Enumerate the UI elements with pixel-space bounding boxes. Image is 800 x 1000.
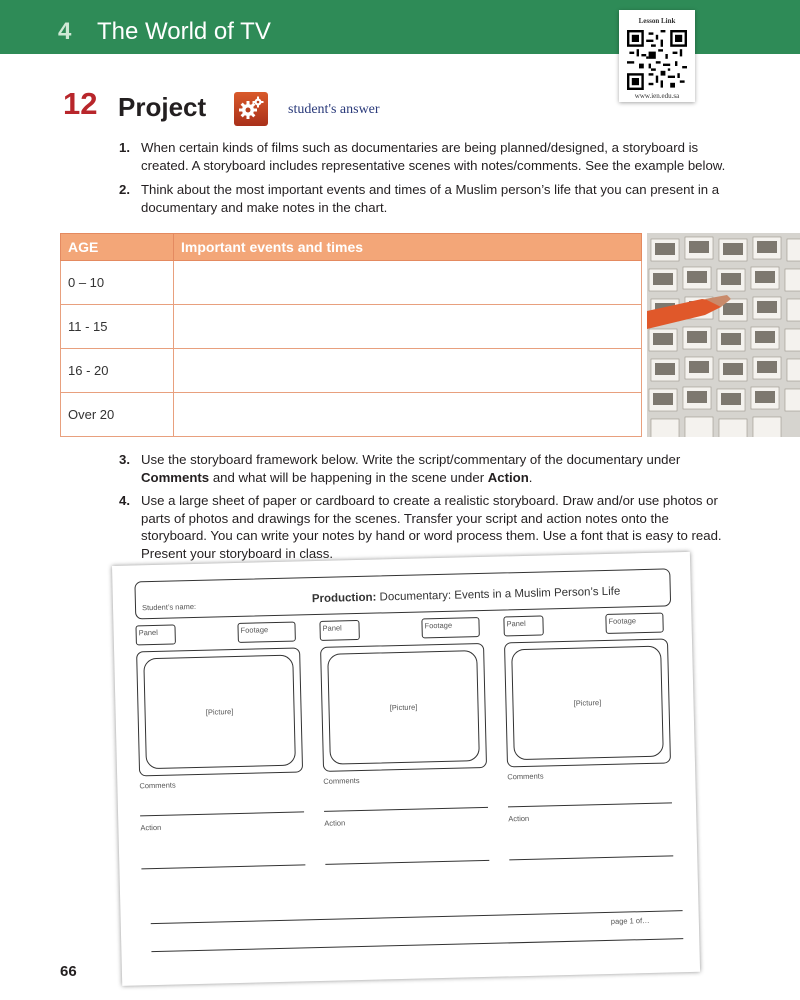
picture-frame bbox=[504, 638, 671, 767]
lesson-link-url[interactable]: www.ien.edu.sa bbox=[634, 92, 680, 100]
notes-line bbox=[151, 938, 683, 952]
student-answer-note: student's answer bbox=[288, 102, 380, 117]
picture-frame bbox=[320, 643, 487, 772]
picture-frame bbox=[136, 647, 303, 776]
age-events-table bbox=[60, 233, 642, 437]
instruction-1 bbox=[119, 139, 731, 174]
lesson-link-title: Lesson Link bbox=[638, 17, 676, 25]
notes-line bbox=[151, 910, 683, 924]
unit-number: 4 bbox=[58, 18, 72, 45]
age-cell: 0 – 10 bbox=[61, 261, 174, 305]
picture-placeholder: [Picture] bbox=[389, 702, 418, 713]
instruction-3 bbox=[119, 451, 731, 486]
action-line bbox=[509, 855, 673, 860]
instruction-4 bbox=[119, 492, 731, 562]
age-cell: 16 - 20 bbox=[61, 349, 174, 393]
comments-line bbox=[140, 811, 304, 816]
comments-line bbox=[324, 807, 488, 812]
student-name-label: Student’s name: bbox=[141, 601, 197, 613]
qr-code-icon[interactable] bbox=[627, 30, 687, 90]
storyboard-panel-1 bbox=[135, 621, 300, 833]
storyboard-wall-photo bbox=[647, 233, 800, 437]
action-line bbox=[325, 860, 489, 865]
events-cell[interactable] bbox=[174, 349, 642, 393]
age-column-header: AGE bbox=[61, 234, 174, 261]
table-row bbox=[61, 305, 642, 349]
panel-box: Panel bbox=[135, 624, 175, 645]
panel-box: Panel bbox=[319, 620, 359, 641]
table-row bbox=[61, 261, 642, 305]
project-title: Project bbox=[118, 92, 207, 122]
events-column-header: Important events and times bbox=[174, 234, 642, 261]
action-line bbox=[141, 864, 305, 869]
table-row bbox=[61, 349, 642, 393]
gears-icon bbox=[234, 92, 268, 126]
comments-label: Comments bbox=[507, 771, 544, 782]
events-cell[interactable] bbox=[174, 261, 642, 305]
instruction-number: 1. bbox=[119, 140, 130, 155]
storyboard-panel-3 bbox=[503, 612, 668, 824]
events-cell[interactable] bbox=[174, 305, 642, 349]
panel-box: Panel bbox=[503, 615, 543, 636]
footage-box: Footage bbox=[421, 617, 479, 638]
production-title: Production: Documentary: Events in a Muslim Person’s Life bbox=[311, 585, 621, 606]
instruction-number: 2. bbox=[119, 182, 130, 197]
instruction-text: Think about the most important events and times of a Muslim person’s life that you can present in a documentary and make notes in the chart. bbox=[141, 182, 720, 215]
events-cell[interactable] bbox=[174, 393, 642, 437]
action-label: Action bbox=[508, 813, 530, 824]
picture-placeholder: [Picture] bbox=[205, 707, 234, 717]
instruction-number: 3. bbox=[119, 452, 130, 467]
table-header-row bbox=[61, 234, 642, 261]
instruction-number: 4. bbox=[119, 493, 130, 508]
age-cell: 11 - 15 bbox=[61, 305, 174, 349]
project-number: 12 bbox=[63, 86, 98, 121]
footage-box: Footage bbox=[605, 613, 663, 634]
storyboard-template-sheet bbox=[112, 552, 700, 986]
comments-label: Comments bbox=[139, 780, 176, 791]
page-number: 66 bbox=[60, 963, 77, 980]
page-of-label: page 1 of… bbox=[610, 915, 650, 926]
instruction-text: Use a large sheet of paper or cardboard to create a realistic storyboard. Draw and/or use photos or parts of photos and drawings for the scenes. Transfer your script and action notes onto the storyboard. You can write your notes by hand or word process them. Use a font that is easy to read. Present your storyboard in class. bbox=[141, 493, 722, 561]
action-label: Action bbox=[140, 822, 162, 833]
action-label: Action bbox=[324, 818, 346, 828]
comments-label: Comments bbox=[323, 776, 360, 786]
instruction-text: When certain kinds of films such as documentaries are being planned/designed, a storyboard is created. A storyboard includes representative scenes with notes/comments. See the example below. bbox=[141, 140, 726, 173]
picture-placeholder: [Picture] bbox=[573, 698, 602, 708]
storyboard-header bbox=[134, 568, 671, 619]
unit-title: The World of TV bbox=[97, 18, 271, 45]
instruction-text: Use the storyboard framework below. Write the script/commentary of the documentary under Comments and what will be happening in the scene under Action. bbox=[141, 452, 681, 485]
comments-line bbox=[508, 802, 672, 807]
age-cell: Over 20 bbox=[61, 393, 174, 437]
footage-box: Footage bbox=[237, 622, 295, 643]
instruction-2 bbox=[119, 181, 731, 216]
table-row bbox=[61, 393, 642, 437]
storyboard-panel-2 bbox=[319, 617, 484, 828]
lesson-link-card[interactable] bbox=[619, 10, 695, 102]
